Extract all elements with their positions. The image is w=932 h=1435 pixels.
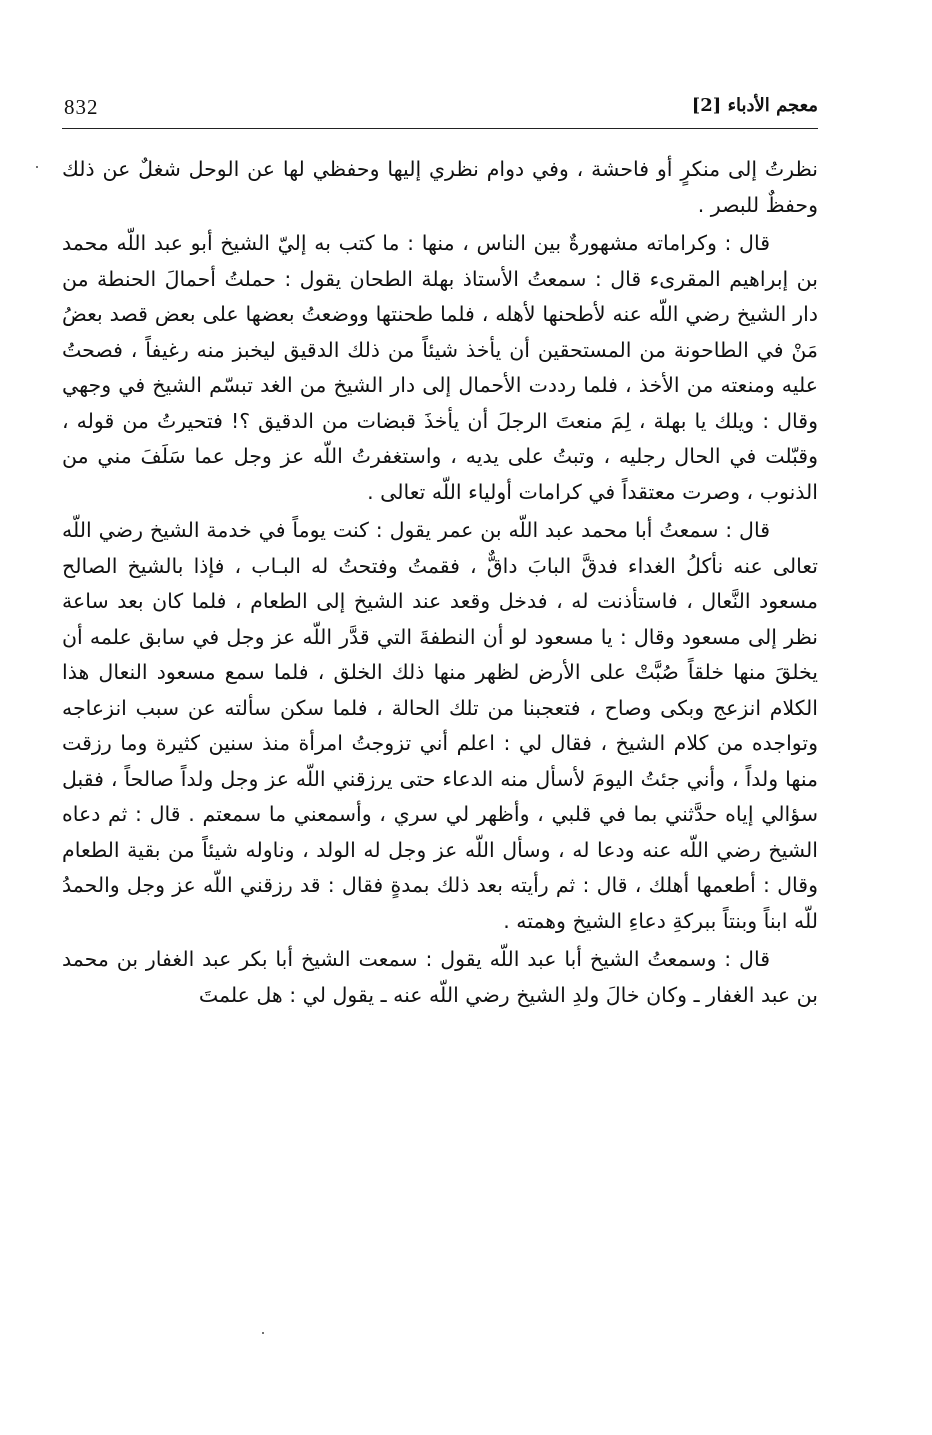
body-text [62,152,818,1016]
paragraph: نظرتُ إلى منكرٍ أو فاحشة ، وفي دوام نظري إليها وحفظي لها عن الوحل شغلٌ عن ذلك وحفظٌ للبصر . [62,157,818,217]
page-header [62,93,818,127]
paragraph: قال : وسمعتُ الشيخ أبا عبد اللّه يقول : سمعت الشيخ أبا بكر عبد الغفار بن محمد بن عبد الغفار ـ وكان خالَ ولدِ الشيخ رضي اللّه عنه ـ يقول لي : هل علمتَ [62,947,818,1007]
scan-speck [36,166,38,168]
header-divider [62,128,818,129]
paragraph: قال : سمعتُ أبا محمد عبد اللّه بن عمر يقول : كنت يوماً في خدمة الشيخ رضي اللّه تعالى عنه نأكلُ الغداء فدقَّ البابَ داقٌّ ، فقمتُ وفتحتُ له البـاب ، فإذا بالشيخ الصالح مسعود النَّعال ، فاستأذنت له ، فدخل وقعد عند الشيخ إلى الطعام ، فلما كان بعد ساعة نظر إلى مسعود وقال : يا مسعود لو أن النطفةَ التي قدَّر اللّه عز وجل في سابق علمه أن يخلقَ منها خلقاً صُبَّتْ على الأرض لظهر منها ذلك الخلق ، فلما سمع مسعود النعال هذا الكلام انزعج وبكى وصاح ، فتعجبنا من تلك الحالة ، فلما سكن سألته عن سبب انزعاجه وتواجده من كلام الشيخ ، فقال لي : اعلم أني تزوجتُ امرأة منذ سنين كثيرة وما رزقت منها ولداً ، وأني جئتُ اليومَ لأسأل منه الدعاء حتى يرزقني اللّه عز وجل ولداً صالحاً ، فقبل سؤالي إياه حدَّثني بما في قلبي ، وأظهر لي سري ، وأسمعني ما سمعتم . قال : ثم دعاه الشيخ رضي اللّه عنه ودعا له ، وسأل اللّه عز وجل له الولد ، وناوله شيئاً من بقية الطعام وقال : أطعمها أهلك ، قال : ثم رأيته بعد ذلك بمدةٍ فقال : قد رزقني اللّه عز وجل والحمدُ للّه ابناً وبنتاً ببركةِ دعاءِ الشيخ وهمته . [62,518,818,933]
scan-speck [262,1332,264,1334]
page-number: 832 [64,95,99,119]
paragraph: قال : وكراماته مشهورةٌ بين الناس ، منها : ما كتب به إليّ الشيخ أبو عبد اللّه محمد بن إبراهيم المقرىء قال : سمعتُ الأستاذ بهلة الطحان يقول : حملتُ أحمالَ الحنطة من دار الشيخ رضي اللّه عنه لأطحنها لأهله ، فلما طحنتها ووضعتُ بعضها على بعض قصد بعضُ مَنْ في الطاحونة من المستحقين أن يأخذ شيئاً من ذلك الدقيق ليخبز منه رغيفاً ، فصحتُ عليه ومنعته من الأخذ ، فلما رددت الأحمال إلى دار الشيخ من الغد تبسّم الشيخ في وجهي وقال : ويلك يا بهلة ، لِمَ منعتَ الرجلَ أن يأخذَ قبضات من الدقيق ؟! فتحيرتُ من قوله ، وقبّلت في الحال رجليه ، وتبتُ على يديه ، واستغفرتُ اللّه عز وجل عما سَلَفَ مني من الذنوب ، وصرت معتقداً في كرامات أولياء اللّه تعالى . [62,231,818,504]
running-title: معجم الأدباء [2] [691,95,818,116]
